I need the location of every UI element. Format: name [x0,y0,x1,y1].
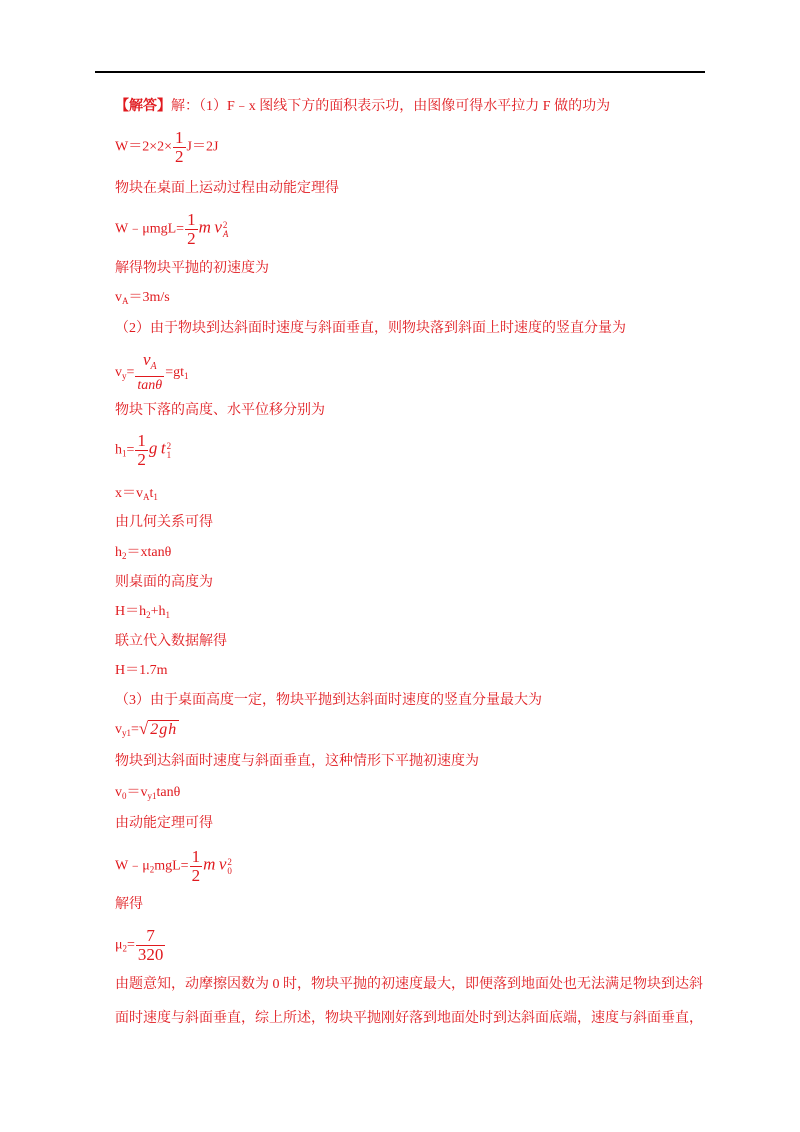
vy1-sqrt [139,720,179,740]
eq2-scripts [223,221,229,239]
h1-g: g [148,438,158,458]
eq2-sub: A [222,228,229,239]
h1-eq: = [126,442,135,458]
eq3-lhs: W﹣μ [115,858,150,874]
v0-mid: ＝v [126,785,148,800]
v0-sub: 0 [122,791,127,801]
eq2-fraction-num: 1 [187,210,196,229]
v0-equation [115,784,180,805]
vy1-equation [115,720,179,742]
paragraph-4-line-2: 面时速度与斜面垂直，综上所述，物块平抛刚好落到地面处时到达斜面底端，速度与斜面垂直， [115,1011,703,1026]
eq3-fraction-num: 1 [191,847,201,866]
header-rule [95,71,705,73]
h2-h: h [115,545,122,560]
paragraph-2: （2）由于物块到达斜面时速度与斜面垂直，则物块落到斜面上时速度的竖直分量为 [115,321,626,336]
h2-rhs: ＝xtanθ [126,545,172,560]
h1-sub: 1 [122,448,127,459]
H-sub-1: 1 [165,610,171,620]
h2-sub: 2 [122,551,127,561]
eq2-fraction-den: 2 [187,229,196,248]
h1-sup: 2 [166,440,172,451]
vy1-eq: = [131,722,139,738]
sentence-1: 物块在桌面上运动过程由动能定理得 [115,181,339,196]
vy-equation [115,351,188,395]
vy-num-sub: A [150,361,157,372]
H-sub-2: 2 [146,610,151,620]
vy1-v: v [115,722,122,738]
paragraph-4-line-1: 由题意知，动摩擦因数为 0 时，物块平抛的初速度最大，即便落到地面处也无法满足物块到达斜 [115,977,703,992]
H-equation [115,603,170,624]
energy-equation-1 [115,211,228,248]
mu2-sub: 2 [122,943,128,954]
work-fraction [173,129,186,166]
vy-rhs-sub: 1 [183,371,189,382]
x-sub-1: 1 [153,492,158,502]
eq3-vsub: 0 [227,865,232,876]
vy-v: v [115,365,122,381]
eq3-velocity: v [218,854,227,874]
va-rest: ＝3m/s [128,290,170,305]
vy-eq: = [126,365,135,381]
eq3-fraction [190,848,203,885]
mu2-fraction-num: 7 [146,926,155,945]
v0-sub-y1: y1 [147,791,157,801]
mu2-mu: μ [115,937,123,953]
sentence-7: 物块到达斜面时速度与斜面垂直，这种情形下平抛初速度为 [115,754,479,769]
h1-fraction-den: 2 [137,450,146,469]
h2-equation [115,544,171,565]
work-equation [115,129,218,166]
eq3-fraction-den: 2 [191,866,201,885]
vy1-radicand: 2gh [150,721,178,738]
v0-v: v [115,785,122,800]
h1-t: t [160,438,166,458]
vy1-sub: y1 [122,728,131,739]
eq3-mid: mgL= [154,858,189,874]
sentence-3: 物块下落的高度、水平位移分别为 [115,403,325,418]
eq3-sup: 2 [227,856,232,867]
mu2-fraction [136,927,166,964]
work-fraction-den: 2 [175,147,184,166]
vy-rhs: =gt [165,365,184,381]
sentence-5: 则桌面的高度为 [115,575,213,590]
h1-fraction [135,432,148,469]
vy1-radical: √ [138,719,149,738]
vy-num-v: v [142,350,151,369]
vy-sub: y [122,371,127,382]
eq3-sub: 2 [149,864,155,875]
eq2-lhs: W﹣μmgL= [115,221,185,237]
eq2-velocity: v [214,217,222,237]
va-sub: A [122,296,129,306]
va-v: v [115,290,122,305]
vy-fraction-den: tanθ [137,378,163,393]
x-lhs: x＝v [115,486,143,501]
work-lhs: W＝2×2× [115,139,173,155]
eq2-fraction [185,211,198,248]
answer-intro [115,98,610,116]
H-lhs: H＝h [115,604,147,619]
x-sub-a: A [143,492,150,502]
H-plus: +h [150,604,166,619]
h1-scripts [167,442,172,460]
mu2-fraction-den: 320 [137,945,164,964]
h1-fraction-num: 1 [137,431,146,450]
sentence-6: 联立代入数据解得 [115,634,227,649]
h1-tsub: 1 [166,449,172,460]
vy-fraction [135,351,164,395]
sentence-8: 由动能定理可得 [115,816,213,831]
answer-intro-text: 解：（1）F﹣x 图线下方的面积表示功，由图像可得水平拉力 F 做的功为 [171,99,611,114]
vy-fraction-num [135,351,164,376]
eq3-mass: m [203,854,216,874]
H-value: H＝1.7m [115,663,168,678]
energy-equation-2 [115,848,232,885]
h1-h: h [115,442,122,458]
x-t: t [149,486,154,501]
eq3-scripts [227,858,232,876]
work-fraction-num: 1 [175,128,184,147]
h1-equation [115,432,171,469]
answer-tag: 【解答】 [115,99,171,114]
sentence-4: 由几何关系可得 [115,515,213,530]
sentence-2: 解得物块平抛的初速度为 [115,261,269,276]
work-rhs: J＝2J [186,139,219,155]
eq2-mass: m [198,217,211,237]
paragraph-3: （3）由于桌面高度一定，物块平抛到达斜面时速度的竖直分量最大为 [115,693,542,708]
eq2-sup: 2 [222,219,228,230]
sentence-9: 解得 [115,897,143,912]
v0-rhs: tanθ [156,785,181,800]
x-equation [115,485,158,506]
mu2-eq: = [127,937,135,953]
mu2-equation [115,927,166,964]
va-value [115,289,170,310]
